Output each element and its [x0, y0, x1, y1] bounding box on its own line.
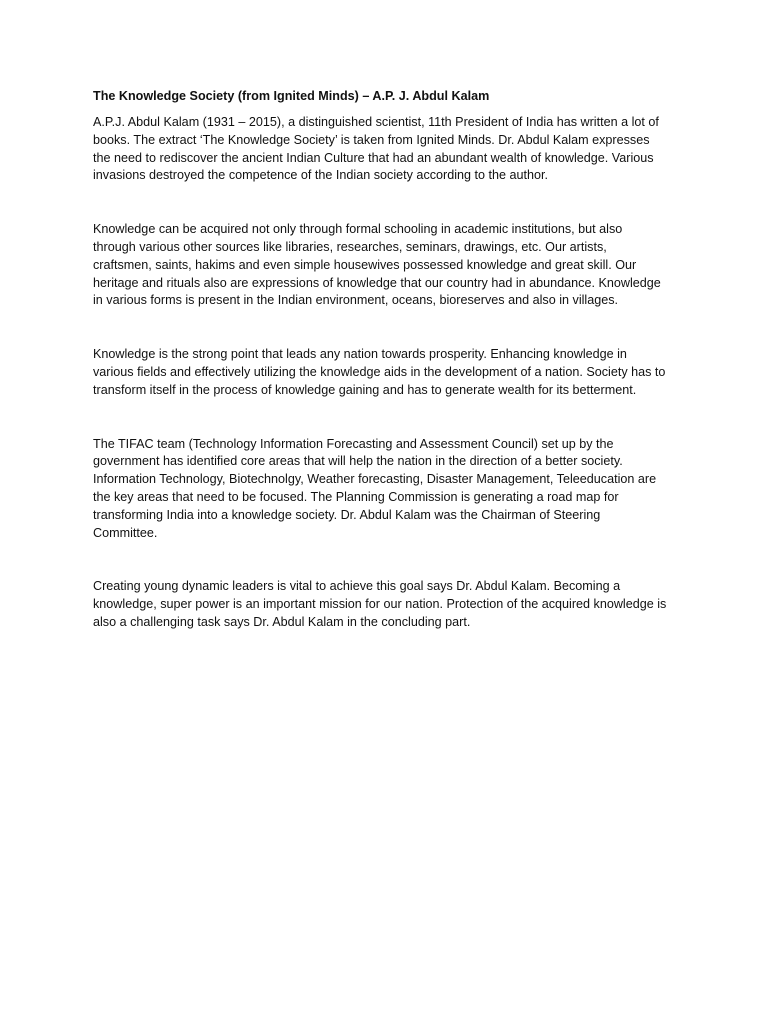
paragraph-knowledge-prosperity: Knowledge is the strong point that leads any nation towards prosperity. Enhancing knowledge in various fields and effectively utilizing the knowledge aids in the development of a nation. Society has to transform itself in the process of knowledge gaining and has to generate wealth for its betterment. [93, 347, 666, 397]
paragraph-introduction: A.P.J. Abdul Kalam (1931 – 2015), a distinguished scientist, 11th President of India has written a lot of books. The extract ‘The Knowledge Society’ is taken from Ignited Minds. Dr. Abdul Kalam expresses the need to rediscover the ancient Indian Culture that had an abundant wealth of knowledge. Various invasions destroyed the competence of the Indian society according to the author. [93, 115, 659, 183]
document-title: The Knowledge Society (from Ignited Minds) – A.P. J. Abdul Kalam [93, 89, 490, 103]
document-body [93, 87, 668, 632]
paragraph-sources-of-knowledge: Knowledge can be acquired not only through formal schooling in academic institutions, but also through various other sources like libraries, researches, seminars, drawings, etc. Our artists, craftsmen, saints, hakims and even simple housewives possessed knowledge and great skill. Our heritage and rituals also are expressions of knowledge that our country had in abundance. Knowledge in various forms is present in the Indian environment, oceans, bioreserves and also in villages. [93, 222, 661, 308]
paragraph-tifac-team: The TIFAC team (Technology Information Forecasting and Assessment Council) set up by the government has identified core areas that will help the nation in the direction of a better society. Information Technology, Biotechnolgy, Weather forecasting, Disaster Management, Teleeducation are the key areas that need to be focused. The Planning Commission is generating a road map for transforming India into a knowledge society. Dr. Abdul Kalam was the Chairman of Steering Committee. [93, 436, 657, 540]
paragraph-conclusion: Creating young dynamic leaders is vital to achieve this goal says Dr. Abdul Kalam. Becoming a knowledge, super power is an important mission for our nation. Protection of the acquired knowledge is also a challenging task says Dr. Abdul Kalam in the concluding part. [93, 579, 667, 629]
